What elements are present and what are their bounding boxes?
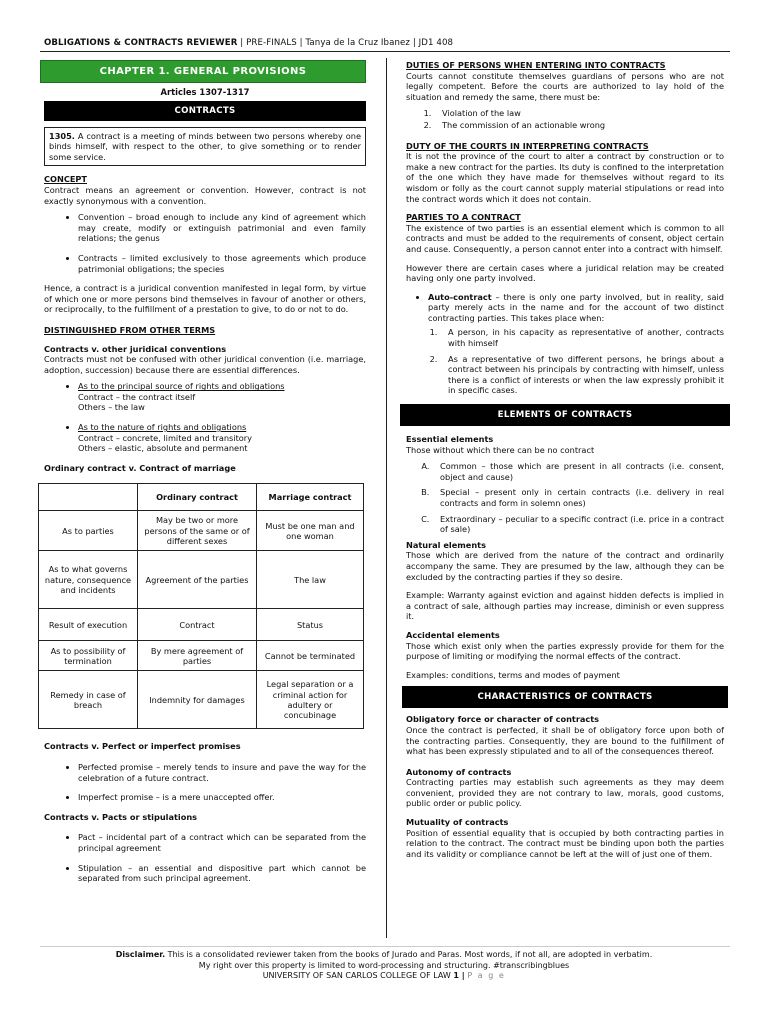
table-cell: By mere agreement of parties <box>138 641 257 671</box>
list-item <box>78 381 366 413</box>
page-footer <box>0 950 768 982</box>
page-number: 1 <box>453 971 459 980</box>
essential-list <box>406 461 724 535</box>
header-title: OBLIGATIONS & CONTRACTS REVIEWER <box>44 38 238 48</box>
header-details: | PRE-FINALS | Tanya de la Cruz Ibanez | JD1 408 <box>237 38 454 48</box>
footer-rule <box>40 946 730 947</box>
however-text: However there are certain cases where a juridical relation may be created having only one party involved. <box>406 262 724 284</box>
hence-text: Hence, a contract is a juridical convention manifested in legal form, by virtue of which one or more persons bind themselves in favour of another or others, or reciprocally, to the fulfillment of a prestation to give, to do or not to do. <box>44 283 366 315</box>
table-cell: Indemnity for damages <box>138 671 257 729</box>
accidental-examples: Examples: conditions, terms and modes of payment <box>406 669 620 680</box>
table-header-row <box>39 484 364 511</box>
courts-heading: DUTY OF THE COURTS IN INTERPRETING CONTRACTS <box>406 140 649 151</box>
essential-text: Those without which there can be no contract <box>406 444 595 455</box>
articles-label: Articles 1307-1317 <box>160 87 250 97</box>
table-cell: The law <box>257 551 364 609</box>
table-cell: Must be one man and one woman <box>257 511 364 551</box>
auto-contract-text: – there is only one party involved, but in reality, said party merely acts in the name and for the account of two distinct contracting parties. This takes place when: <box>428 291 724 323</box>
promises-list <box>44 762 366 803</box>
table-cell: Remedy in case of breach <box>39 671 138 729</box>
table-header: Ordinary contract <box>138 484 257 511</box>
mutuality-text: Position of essential equality that is occupied by both contracting parties in relation to the contract. The contract must be binding upon both the parties and its validity or compliance cannot be left at the will of just one of them. <box>406 827 724 859</box>
parties-text: The existence of two parties is an essential element which is common to all contracts and must be added to the requirements of consent, object certain and cause. Consequently, a person cannot enter into a contract with himself. <box>406 222 724 254</box>
juridical-text: Contracts must not be confused with other juridical convention (i.e. marriage, adoption, succession) because there are essential differences. <box>44 354 366 375</box>
page-separator: | <box>458 971 468 980</box>
list-item: 1. Violation of the law <box>434 108 724 119</box>
comparison-table <box>38 483 364 729</box>
university-name: UNIVERSITY OF SAN CARLOS COLLEGE OF LAW <box>262 971 454 980</box>
list-item-line: Others – the law <box>78 402 145 413</box>
list-item: C. Extraordinary – peculiar to a specific contract (i.e. price in a contract of sale) <box>432 514 724 535</box>
juridical-heading: Contracts v. other juridical conventions <box>44 343 227 354</box>
table-cell: As to possibility of termination <box>39 641 138 671</box>
list-item: A. Common – those which are present in all contracts (i.e. consent, object and cause) <box>432 461 724 482</box>
concept-list <box>44 212 366 274</box>
table-cell: Agreement of the parties <box>138 551 257 609</box>
distinguished-heading: DISTINGUISHED FROM OTHER TERMS <box>44 324 216 335</box>
list-item <box>78 422 366 454</box>
obligatory-heading: Obligatory force or character of contracts <box>406 714 600 725</box>
table-cell: Status <box>257 609 364 641</box>
right-column <box>406 60 724 859</box>
disclaimer-text: This is a consolidated reviewer taken from the books of Jurado and Paras. Most words, if not all, are adopted in verbatim. <box>165 950 653 959</box>
list-item-line: Contract – the contract itself <box>78 391 196 402</box>
auto-contract-list <box>406 292 724 324</box>
column-divider <box>386 58 387 938</box>
list-item: • Contracts – limited exclusively to those agreements which produce patrimonial obligations; the species <box>78 253 366 274</box>
list-item: • Stipulation – an essential and dispositive part which cannot be separated from such principal agreement. <box>78 863 366 884</box>
list-item: 1. A person, in his capacity as representative of another, contracts with himself <box>440 327 724 348</box>
duties-text: Courts cannot constitute themselves guardians of persons who are not legally competent. Before the courts are authorized to lay hold of the situation and remedy the same, there must be: <box>406 70 724 102</box>
university-line <box>0 971 768 982</box>
page-header <box>44 38 453 48</box>
list-item-line: Contract – concrete, limited and transitory <box>78 432 253 443</box>
rights-line: My right over this property is limited to word-processing and structuring. #transcribingblues <box>198 960 570 970</box>
pacts-list <box>44 832 366 883</box>
chapter-banner: CHAPTER 1. GENERAL PROVISIONS <box>40 60 366 83</box>
list-item: • Convention – broad enough to include any kind of agreement which may create, modify or extinguish patrimonial and even family relations; the genus <box>78 212 366 244</box>
parties-heading: PARTIES TO A CONTRACT <box>406 212 521 223</box>
list-item: B. Special – present only in certain contracts (i.e. delivery in real contracts and form in solemn ones) <box>432 487 724 508</box>
table-cell: Contract <box>138 609 257 641</box>
promises-heading: Contracts v. Perfect or imperfect promises <box>44 741 241 752</box>
table-cell: Cannot be terminated <box>257 641 364 671</box>
marriage-heading: Ordinary contract v. Contract of marriage <box>44 462 236 473</box>
obligatory-text: Once the contract is perfected, it shall be of obligatory force upon both of the contracting parties. Consequently, they are bound to the fulfillment of what has been expressly stipulated and to all of the consequences thereof. <box>406 724 724 757</box>
duties-heading: DUTIES OF PERSONS WHEN ENTERING INTO CONTRACTS <box>406 60 666 70</box>
table-row <box>39 641 364 671</box>
table-cell: May be two or more persons of the same or of different sexes <box>138 511 257 551</box>
table-cell: Result of execution <box>39 609 138 641</box>
table-header <box>39 484 138 511</box>
distinction-list <box>44 381 366 454</box>
table-row <box>39 609 364 641</box>
list-item <box>428 292 724 324</box>
auto-contract-cases <box>406 327 724 396</box>
list-item: • Pact – incidental part of a contract which can be separated from the principal agreement <box>78 832 366 853</box>
elements-section-bar: ELEMENTS OF CONTRACTS <box>400 404 730 426</box>
list-item: • Imperfect promise – is a mere unaccepted offer. <box>78 792 366 803</box>
courts-text: It is not the province of the court to alter a contract by construction or to make a new contract for the parties. Its duty is confined to the interpretation of the one which they have made for themselves without regard to its wisdom or folly as the court cannot supply material stipulations or read into the contract words which it does not contain. <box>406 151 724 204</box>
list-item: 2. As a representative of two different persons, he brings about a contract between his principals by contracting with himself, unless there is a conflict of interests or when the law expressly prohibit it in specific cases. <box>440 354 724 396</box>
article-number: 1305. <box>49 130 75 141</box>
list-item: • Perfected promise – merely tends to insure and pave the way for the celebration of a future contract. <box>78 762 366 783</box>
accidental-text: Those which exist only when the parties expressly provide for them for the purpose of limiting or modifying the normal effects of the contract. <box>406 640 724 662</box>
table-cell: As to parties <box>39 511 138 551</box>
disclaimer-line <box>0 950 768 961</box>
article-text: A contract is a meeting of minds between two persons whereby one binds himself, with respect to the other, to give something or to render some service. <box>49 130 361 162</box>
characteristics-section-bar: CHARACTERISTICS OF CONTRACTS <box>402 686 728 708</box>
natural-text: Those which are derived from the nature of the contract and ordinarily accompany the same. They are presumed by the law, although they can be excluded by the contracting parties if they so desire. <box>406 550 724 582</box>
header-rule <box>40 51 730 52</box>
natural-heading: Natural elements <box>406 539 486 550</box>
table-row <box>39 551 364 609</box>
page-word: P a g e <box>467 971 506 980</box>
table-cell: As to what governs nature, consequence and incidents <box>39 551 138 609</box>
contracts-section-bar: CONTRACTS <box>44 101 366 121</box>
concept-text: Contract means an agreement or convention. However, contract is not exactly synonymous with a convention. <box>44 184 366 206</box>
pacts-heading: Contracts v. Pacts or stipulations <box>44 811 198 822</box>
natural-example: Example: Warranty against eviction and against hidden defects is implied in a contract of sale, although parties may increase, diminish or even suppress it. <box>406 590 724 622</box>
article-1305-box <box>44 127 366 167</box>
table-row <box>39 511 364 551</box>
accidental-heading: Accidental elements <box>406 629 500 640</box>
left-column <box>44 60 366 893</box>
table-row <box>39 671 364 729</box>
mutuality-heading: Mutuality of contracts <box>406 817 509 828</box>
list-item-line: Others – elastic, absolute and permanent <box>78 443 248 454</box>
list-item-title: As to the principal source of rights and obligations <box>78 381 285 392</box>
table-header: Marriage contract <box>257 484 364 511</box>
essential-heading: Essential elements <box>406 434 494 445</box>
list-item: 2. The commission of an actionable wrong <box>434 120 724 131</box>
disclaimer-label: Disclaimer. <box>115 950 166 959</box>
auto-contract-term: Auto-contract <box>428 291 492 302</box>
list-item-title: As to the nature of rights and obligations <box>78 422 247 433</box>
duties-list <box>406 108 724 130</box>
autonomy-heading: Autonomy of contracts <box>406 766 512 777</box>
concept-heading: CONCEPT <box>44 174 88 185</box>
table-cell: Legal separation or a criminal action for adultery or concubinage <box>257 671 364 729</box>
autonomy-text: Contracting parties may establish such agreements as they may deem convenient, provided they are not contrary to law, morals, good customs, public order or public policy. <box>406 777 724 809</box>
